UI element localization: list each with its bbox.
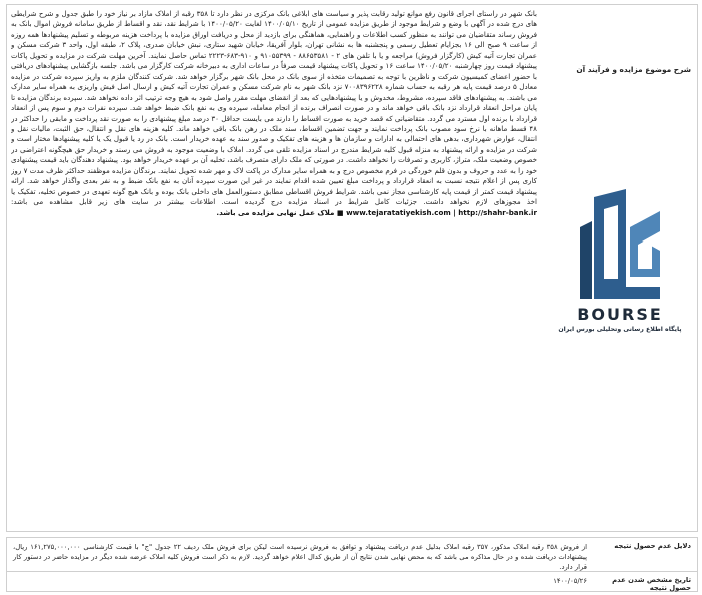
result-date-label: تاریخ مشخص شدن عدم حصول نتیجه xyxy=(612,576,691,592)
bourse-logo-mark xyxy=(574,187,666,305)
result-date-text: ۱۴۰۰/۰۵/۲۶ xyxy=(553,577,587,585)
result-reason-label: دلایل عدم حصول نتیجه xyxy=(614,542,691,550)
auction-description-cell xyxy=(11,9,537,527)
result-date-row xyxy=(6,572,698,592)
auction-subject-label: شرح موضوع مزایده و فرآیند آن xyxy=(576,65,691,74)
result-reason-text: از فروش ۳۵۸ رقبه املاک مذکور، ۳۵۷ رقبه املاک بدلیل عدم دریافت پیشنهاد و توافق به فروش نرسیده است لیکن برای فروش ملک ردیف ۲۲ جدول "ج" با قیمت کارشناسی ۱۶۱,۲۷۵,۰۰۰,۰۰۰ ریال، پیشنهادات دریافت شده و در حال مذاکره می باشد که به محض نهایی شدن نتایج آن از طریق کدال اعلام خواهد گردید. لازم به ذکر است فروش کلیه املاک عرضه شده دیگر در مزایده حاضر در دستور کار قرار دارد. xyxy=(13,543,588,571)
auction-links-text: www.tejaratatiyekish.com | http://shahr-bank.ir ■ ملاک عمل نهایی مزایده می باشد. xyxy=(216,207,537,217)
result-reason-row xyxy=(6,537,698,572)
auction-description-text: بانک شهر در راستای اجرای قانون رفع موانع تولید رقابت پذیر و سیاست های ابلاغی بانک مرکزی در نظر دارد تا ۳۵۸ رقبه از املاک مازاد بر نیاز خود را طبق جدول و شرح شرایطی های درج شده در آگهی با وضع و شرایط موجود از طریق مزایده عمومی از تاریخ ۱۴۰۰/۰۵/۱۰ لغایت ۱۴۰۰/۰۵/۲۰ با شرایط نقد، نقد و اقساط از طریق سامانه فروش اموال بانک به فروش رساند متقاضیان می توانند به منظور کسب اطلاعات و راهنمایی، هماهنگی برای بازدید از محل و دریافت اوراق مزایده با پرداخت هزینه مربوطه و تسلیم پیشنهادها همه روزه از ساعت ۹ صبح الی ۱۶ بجزایام تعطیل رسمی و پنجشنبه ها به نشانی تهران، بلوار آفریقا، خیابان شهید ستاری، نبش خیابان صدری، پلاک ۲، طبقه اول، واحد ۳ شرکت مسکن و عمران تجارت آتیه کیش (کارگزار فروش) مراجعه و یا با تلفن های ۲ - ۸۸۶۵۳۵۸۱ - ۹۱۰۵۵۳۹۹ و ۹۱۰-۶۸۳-۲۲۲۳ تماس حاصل نمایند. آخرین مهلت شرکت در مزایده و تحویل پاکات پیشنهاد قیمت روز چهارشنبه ۱۴۰۰/۰۵/۲۰ ساعت ۱۶ و تحویل پاکات پیشنهاد قیمت صرفاً در ساعات اداری به دبیرخانه شرکت کارگزار می باشد. جلسه بازگشایی پیشنهادهای دریافتی با حضور اعضای کمیسیون شرکت و ناظرین با توجه به تصمیمات متخذه از سوی بانک در محل بانک شهر برگزار خواهد شد. شرکت کنندگان ملزم به واریز سپرده شرکت در مزایده معادل ۵ درصد قیمت پایه هر رقبه به حساب شماره ۷۰۰۸۳۹۶۲۲۸ نزد بانک شهر به نام شرکت مسکن و عمران تجارت آتیه کیش و ارسال اصل فیش واریزی به همراه سایر مدارک می باشند. به پیشنهادهای فاقد سپرده، مشروط، مخدوش و یا پیشنهادهایی که بعد از انقضای مهلت مقرر واصل شود به هیچ وجه ترتیب اثر داده نخواهد شد. سپرده برندگان مزایده تا پایان مراحل انعقاد قرارداد نزد بانک باقی خواهد ماند و در صورت انصراف برنده از انجام معامله، سپرده وی به نفع بانک ضبط خواهد شد. سپرده نفرات دوم و سوم پس از انعقاد قرارداد با برنده اول مسترد می گردد. متقاضیانی که قصد خرید به صورت اقساط را دارند می بایست حداقل ۳۰ درصد مبلغ پیشنهادی را به صورت نقد پرداخت و مابقی را حداکثر در ۴۸ قسط ماهانه با نرخ سود مصوب بانک پرداخت نمایند و جهت تضمین اقساط، سند ملک در رهن بانک باقی خواهد ماند. کلیه هزینه های نقل و انتقال، حق الثبت، مالیات نقل و انتقال، عوارض شهرداری، بدهی های احتمالی به ادارات و سازمان ها و هزینه های تفکیک و صدور سند به عهده خریدار است. بانک در رد یا قبول یک یا کلیه پیشنهادها مختار است و شرکت در مزایده و ارائه پیشنهاد به منزله قبول کلیه شرایط مندرج در اسناد مزایده تلقی می گردد. املاک با وضعیت موجود به فروش می رسند و خریدار حق هیچگونه اعتراضی در خصوص وضعیت ملک، متراژ، کاربری و تصرفات را نخواهد داشت. در صورتی که ملک دارای متصرف باشد، تخلیه آن بر عهده خریدار خواهد بود. پیشنهاد دهندگان باید قیمت پیشنهادی خود را به عدد و حروف و بدون قلم خوردگی در فرم مخصوص درج و به همراه سایر مدارک در پاکت لاک و مهر شده تحویل نمایند. برندگان مزایده موظفند حداکثر ظرف مدت ۷ روز کاری پس از اعلام نتیجه نسبت به انعقاد قرارداد و پرداخت مبلغ تعیین شده اقدام نمایند در غیر این صورت سپرده آنان به نفع بانک ضبط و به نفر بعدی واگذار خواهد شد. ارائه پیشنهاد قیمت کمتر از قیمت پایه کارشناسی مجاز نمی باشد. شرایط فروش اقساطی مطابق دستورالعمل های داخلی بانک بوده و بانک هیچ گونه تعهدی در خصوص تخلیه، تفکیک یا اخذ مجوزهای لازم نخواهد داشت. جزئیات کامل شرایط در اسناد مزایده درج گردیده است. اطلاعات بیشتر در سایت های زیر قابل مشاهده می باشد: xyxy=(11,9,537,207)
bourse-logo-name: BOURSE xyxy=(577,305,663,324)
auction-side-cell xyxy=(543,9,693,527)
bourse-logo xyxy=(555,187,685,377)
bourse-logo-tagline: پایگاه اطلاع رسانی وتحلیلی بورس ایران xyxy=(558,326,682,333)
auction-notice-row xyxy=(6,4,698,532)
